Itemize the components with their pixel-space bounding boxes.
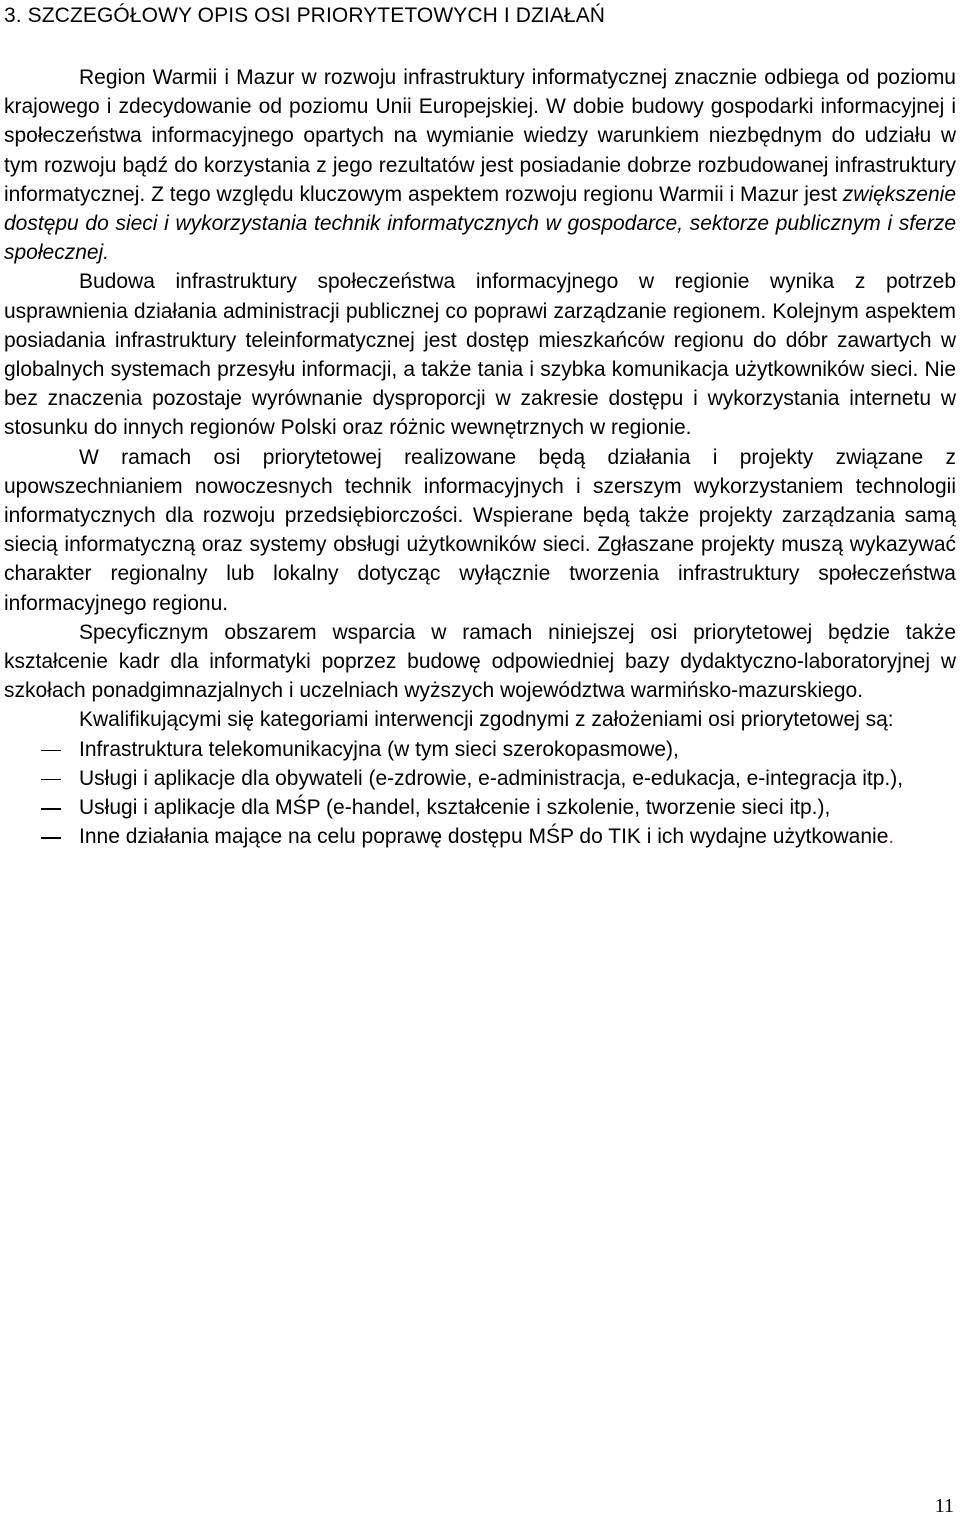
list-item-text: Usługi i aplikacje dla MŚP (e-handel, kształcenie i szkolenie, tworzenie sieci itp.), [79, 796, 831, 820]
list-item [4, 822, 956, 851]
paragraph-kadr-education: Specyficznym obszarem wsparcia w ramach niniejszej osi priorytetowej będzie także kształcenie kadr dla informatyki poprzez budowę odpowiedniej bazy dydaktyczno-laboratoryjnej w szkołach ponadgimnazjalnych i uczelniach wyższych województwa warmińsko-mazurskiego. [4, 620, 956, 703]
dash-bullet-icon [41, 808, 61, 810]
list-item [4, 793, 956, 822]
document-body [4, 63, 956, 851]
list-item-text: Inne działania mające na celu poprawę dostępu MŚP do TIK i ich wydajne użytkowanie [79, 825, 889, 849]
dash-bullet-icon [41, 837, 61, 839]
list-item-text: Usługi i aplikacje dla obywateli (e-zdrowie, e-administracja, e-edukacja, e-integracja itp.), [79, 766, 904, 790]
page-number: 11 [934, 1495, 954, 1517]
intervention-categories-list [4, 735, 956, 852]
list-item-end-mark: . [888, 825, 895, 849]
section-heading: 3. SZCZEGÓŁOWY OPIS OSI PRIORYTETOWYCH I DZIAŁAŃ [4, 4, 606, 27]
paragraph-text: Region Warmii i Mazur w rozwoju infrastruktury informatycznej znacznie odbiega od poziomu krajowego i zdecydowanie od poziomu Unii Europejskiej. W dobie budowy gospodarki informacyjnej i społeczeństwa informacyjnego opartych na wymianie wiedzy warunkiem niezbędnym do udziału w tym rozwoju bądź do korzystania z jego rezultatów jest posiadanie dobrze rozbudowanej infrastruktury informatycznej. Z tego względu kluczowym aspektem rozwoju regionu Warmii i Mazur jest [4, 66, 956, 206]
dash-bullet-icon [41, 779, 61, 781]
list-item [4, 764, 956, 793]
emphasized-text: zwiększenie dostępu do sieci i wykorzystania technik informatycznych w gospodarce, sektorze publicznym i sferze społecznej. [4, 182, 956, 265]
paragraph-intervention-categories: Kwalifikującymi się kategoriami interwencji zgodnymi z założeniami osi priorytetowej są: [79, 708, 894, 732]
paragraph-region-infrastructure [4, 63, 956, 267]
list-item [4, 735, 956, 764]
dash-bullet-icon [41, 750, 61, 752]
paragraph-priority-axis: W ramach osi priorytetowej realizowane będą działania i projekty związane z upowszechnianiem nowoczesnych technik informacyjnych i szerszym wykorzystaniem technologii informatycznych dla rozwoju przedsiębiorczości. Wspierane będą także projekty zarządzania samą siecią informatyczną oraz systemy obsługi użytkowników sieci. Zgłaszane projekty muszą wykazywać charakter regionalny lub lokalny dotycząc wyłącznie tworzenia infrastruktury społeczeństwa informacyjnego regionu. [4, 445, 956, 615]
paragraph-infrastructure-budowa: Budowa infrastruktury społeczeństwa informacyjnego w regionie wynika z potrzeb usprawnienia działania administracji publicznej co poprawi zarządzanie regionem. Kolejnym aspektem posiadania infrastruktury teleinformatycznej jest dostęp mieszkańców regionu do dóbr zawartych w globalnych systemach przesyłu informacji, a także tania i szybka komunikacja użytkowników sieci. Nie bez znaczenia pozostaje wyrównanie dysproporcji w zakresie dostępu i wykorzystania internetu w stosunku do innych regionów Polski oraz różnic wewnętrznych w regionie. [4, 270, 956, 440]
list-item-text: Infrastruktura telekomunikacyjna (w tym sieci szerokopasmowe), [79, 737, 679, 761]
